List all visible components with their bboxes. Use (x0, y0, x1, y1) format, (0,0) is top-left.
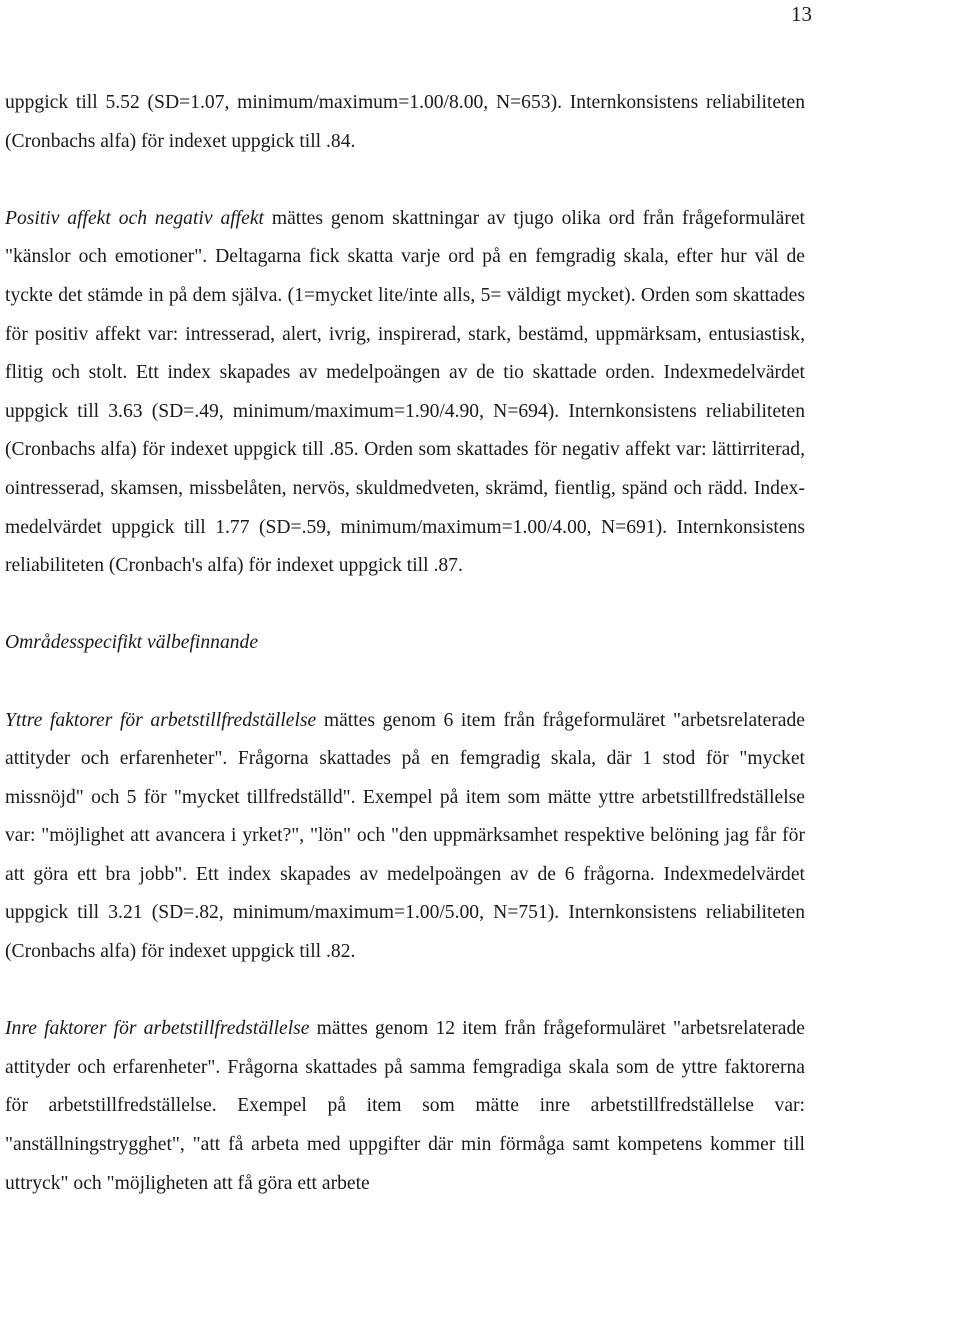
section-heading: Områdesspecifikt välbefinnande (5, 632, 259, 654)
term-negative-affect: negativ affekt (154, 207, 264, 229)
paragraph-external-text: mättes genom 6 item från frågeformuläret "arbetsrelaterade attityder och erfarenheter". Frågorna skattades på en femgradig skala, där 1 stod för "mycket missnöjd" och 5 för "mycket tillfredställd". Exempel på item som mätte yttre arbetstillfredställelse var: "möjlighet att avancera i yrket?", "lön" och "den uppmärksamhet respektive belöning jag får för att göra ett bra jobb". Ett index skapades av medelpoängen av de 6 frågorna. Indexmedelvärdet uppgick till 3.21 (SD=.82, minimum/maximum=1.00/5.00, N=751). Internkonsistens reliabiliteten (Cronbachs alfa) för indexet uppgick till .82. (5, 709, 805, 963)
term-conjunction: och (110, 207, 155, 229)
paragraph-cronbach-index: uppgick till 5.52 (SD=1.07, minimum/maximum=1.00/8.00, N=653). Internkonsistens reliabiliteten (Cronbachs alfa) för indexet uppgick till .84. (5, 92, 805, 152)
paragraph-affect-text: mättes genom skattningar av tjugo olika ord från frågeformuläret "känslor och emotioner". Deltagarna fick skatta varje ord på en femgradig skala, efter hur väl de tyckte det stämde in på dem själva. (1=mycket lite/inte alls, 5= väldigt mycket). Orden som skattades för positiv affekt var: intresserad, alert, ivrig, inspirerad, stark, bestämd, uppmärksam, entusiastisk, flitig och stolt. Ett index skapades av medelpoängen av de tio skattade orden. Indexmedelvärdet uppgick till 3.63 (SD=.49, minimum/maximum=1.90/4.90, N=694). Internkonsistens reliabiliteten (Cronbachs alfa) för indexet uppgick till .85. Orden som skattades för negativ affekt var: lättirriterad, ointresserad, skamsen, missbelåten, nervös, skuldmedveten, skrämd, fientlig, spänd och rädd. Index- medelvärdet uppgick till 1.77 (SD=.59, minimum/maximum=1.00/4.00, N=691). Internkonsistens reliabiliteten (Cronbach's alfa) för indexet uppgick till .87. (5, 207, 805, 577)
paragraph-external-factors (5, 702, 805, 972)
term-internal-factors: Inre faktorer för arbetstillfredställelse (5, 1018, 310, 1040)
term-external-factors: Yttre faktorer för arbetstillfredställelse (5, 709, 317, 731)
page-number: 13 (791, 2, 812, 26)
paragraph-affect (5, 200, 805, 586)
paragraph-internal-text: mättes genom 12 item från frågeformuläret "arbetsrelaterade attityder och erfarenheter". Frågorna skattades på samma femgradiga skala som de yttre faktorerna för arbetstillfredställelse. Exempel på item som mätte inre arbetstillfredställelse var: "anställningstrygghet", "att få arbeta med uppgifter där min förmåga samt kompetens kommer till uttryck" och "möjligheten att få göra ett arbete (5, 1018, 805, 1194)
term-positive-affect: Positiv affekt (5, 207, 111, 229)
document-body (5, 84, 805, 1203)
paragraph-internal-factors (5, 1010, 805, 1203)
